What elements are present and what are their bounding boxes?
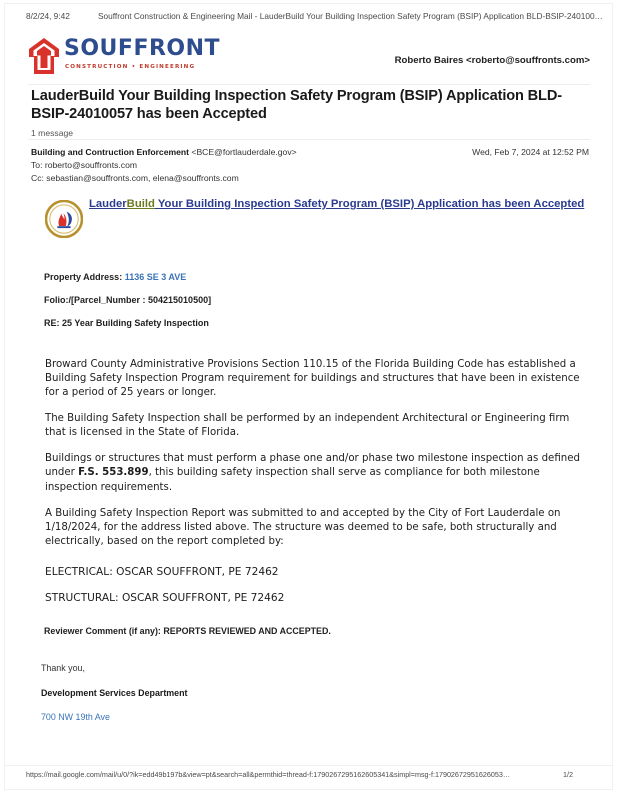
thread-subject-block xyxy=(31,87,591,138)
divider-above-subject xyxy=(28,84,590,85)
paragraph-4: A Building Safety Inspection Report was submitted to and accepted by the City of Fort Lauderdale on 1/18/2024, for the address listed above. The structure was deemed to be safe, both structurally and electrically, based on the report completed by: xyxy=(45,507,561,547)
print-header-subject: Souffront Construction & Engineering Mail - LauderBuild Your Building Inspection Safety Program (BSIP) Application BLD-BSIP-240100… xyxy=(98,11,603,21)
banner-heading-block xyxy=(31,196,593,254)
souffront-house-logo-icon xyxy=(28,37,60,75)
closing-street-address: 700 NW 19th Ave xyxy=(41,712,110,723)
engineer-signoff xyxy=(31,567,593,604)
closing-department: Development Services Department xyxy=(41,688,188,699)
fort-lauderdale-city-seal-icon xyxy=(45,200,83,238)
heading-lauder[interactable]: Lauder xyxy=(89,198,127,210)
account-identity: Roberto Baires <roberto@souffronts.com> xyxy=(394,55,590,66)
print-timestamp: 8/2/24, 9:42 xyxy=(26,11,70,21)
signoff-electrical: ELECTRICAL: OSCAR SOUFFRONT, PE 72462 xyxy=(45,565,279,578)
souffront-logo xyxy=(28,36,221,82)
print-header xyxy=(0,11,617,27)
paragraph-2: The Building Safety Inspection shall be performed by an independent Architectural or Engineering firm that is licensed in the State of Florida. xyxy=(45,413,570,439)
reviewer-comment xyxy=(31,626,593,636)
heading-build[interactable]: Build xyxy=(126,198,155,210)
message-envelope xyxy=(31,146,591,185)
envelope-from-name: Building and Contruction Enforcement xyxy=(31,147,190,157)
message-closing xyxy=(31,663,593,722)
divider-above-envelope xyxy=(28,139,590,140)
souffront-logo-tagline: CONSTRUCTION • ENGINEERING xyxy=(65,64,196,70)
reviewer-comment-label: Reviewer Comment (if any): xyxy=(44,626,161,637)
envelope-date: Wed, Feb 7, 2024 at 12:52 PM xyxy=(472,147,589,157)
meta-label-folio: Folio:/[Parcel_Number : 504215010500] xyxy=(44,295,212,305)
message-count: 1 message xyxy=(31,127,74,138)
heading-rest[interactable]: Your Building Inspection Safety Program (BSIP) Application has been Accepted xyxy=(154,198,585,210)
footer-page-number: 1/2 xyxy=(563,770,573,779)
brand-row xyxy=(28,36,590,84)
souffront-logo-text: SOUFFRONT xyxy=(64,36,221,61)
footer-source-url: https://mail.google.com/mail/u/0/?ik=edd49b197b&view=pt&search=all&permthid=thread-f:1790267295162605341&simpl=msg-f:17902672951626053… xyxy=(26,770,511,779)
meta-label-re: RE: 25 Year Building Safety Inspection xyxy=(44,318,209,328)
envelope-to: To: roberto@souffronts.com xyxy=(31,160,138,171)
message-heading xyxy=(31,196,593,212)
message-body xyxy=(31,196,593,722)
statute-reference: F.S. 553.899 xyxy=(78,467,149,479)
reviewer-comment-value: REPORTS REVIEWED AND ACCEPTED. xyxy=(163,626,331,637)
meta-row-re xyxy=(31,318,593,328)
property-meta xyxy=(31,272,593,328)
envelope-from-address: <BCE@fortlauderdale.gov> xyxy=(191,147,297,157)
signoff-structural: STRUCTURAL: OSCAR SOUFFRONT, PE 72462 xyxy=(45,591,285,604)
divider-above-footer xyxy=(4,765,613,766)
thread-subject: LauderBuild Your Building Inspection Safety Program (BSIP) Application BLD-BSIP-24010057 has been Accepted xyxy=(31,88,562,123)
message-paragraphs xyxy=(31,358,593,549)
envelope-cc: Cc: sebastian@souffronts.com, elena@souffronts.com xyxy=(31,173,239,184)
meta-row-property-address xyxy=(31,272,593,282)
print-footer xyxy=(0,770,617,784)
meta-row-folio xyxy=(31,295,593,305)
paragraph-3: Buildings or structures that must perform a phase one and/or phase two milestone inspection as defined under F.S. 553.899, this building safety inspection shall serve as compliance for both milestone inspection requirements. xyxy=(45,453,580,493)
meta-label-property-address: Property Address: xyxy=(44,272,123,282)
meta-value-property-address: 1136 SE 3 AVE xyxy=(124,272,187,282)
closing-thanks: Thank you, xyxy=(41,663,85,674)
paragraph-1: Broward County Administrative Provisions Section 110.15 of the Florida Building Code has established a Building Safety Inspection Program requirement for buildings and structures that have been in existence for a period of 25 years or longer. xyxy=(45,359,580,399)
